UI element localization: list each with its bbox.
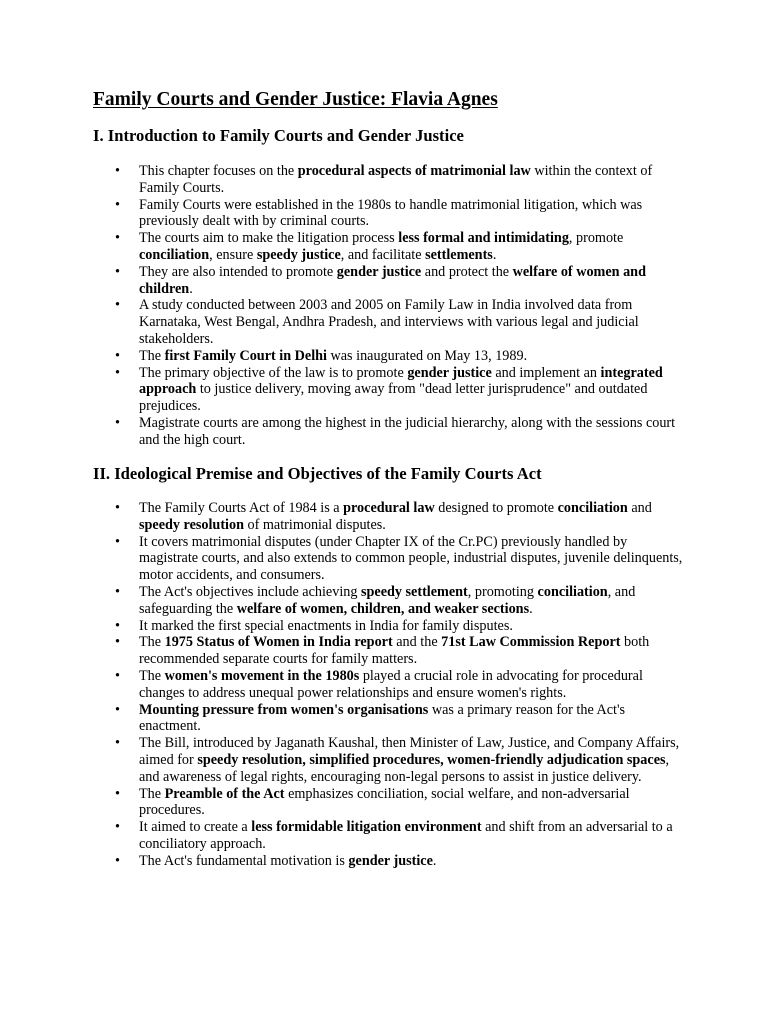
text-run: The courts aim to make the litigation process xyxy=(139,230,399,247)
text-run: , promoting xyxy=(467,583,538,600)
bold-text-run: welfare of women, children, and weaker sections xyxy=(236,600,530,617)
bullet-item xyxy=(115,702,685,736)
text-run: , and awareness of legal rights, encouraging non-legal persons to assist in justice delivery. xyxy=(139,751,670,785)
text-run: The xyxy=(139,785,165,802)
text-run: was a primary reason for the Act's enactment. xyxy=(139,701,626,735)
text-run: , and safeguarding the xyxy=(139,583,636,617)
bold-text-run: conciliation xyxy=(557,500,628,516)
text-run: It covers matrimonial disputes (under Chapter IX of the Cr.PC) previously handled by magistrate courts, and also extends to common people, industrial disputes, juvenile delinquents, motor accidents, and consumers. xyxy=(139,533,683,584)
bullet-item xyxy=(115,634,685,668)
section-2-heading: II. Ideological Premise and Objectives of the Family Courts Act xyxy=(93,464,542,483)
text-run: emphasizes conciliation, social welfare, and non-adversarial procedures. xyxy=(139,785,630,819)
bullet-item xyxy=(115,197,685,231)
text-run: . xyxy=(189,280,193,297)
bold-text-run: speedy justice xyxy=(256,246,341,263)
bullet-item xyxy=(115,735,685,785)
bold-text-run: gender justice xyxy=(336,263,422,280)
text-run: to justice delivery, moving away from "dead letter jurisprudence" and outdated prejudices. xyxy=(139,381,648,415)
text-run: designed to promote xyxy=(434,500,558,516)
bullet-item xyxy=(115,584,685,618)
text-run: , promote xyxy=(568,230,624,247)
bullet-item xyxy=(115,534,685,584)
text-run: and protect the xyxy=(421,263,513,280)
text-run: within the context of Family Courts. xyxy=(139,163,653,196)
text-run: They are also intended to promote xyxy=(139,263,337,280)
bullet-item xyxy=(115,365,685,415)
bold-text-run: settlements xyxy=(425,246,493,263)
bullet-item xyxy=(115,786,685,820)
text-run: Family Courts were established in the 1980s to handle matrimonial litigation, which was previously dealt with by criminal courts. xyxy=(139,196,643,230)
text-run: and the xyxy=(392,634,442,651)
text-run: The Act's objectives include achieving xyxy=(139,583,361,600)
bold-text-run: conciliation xyxy=(139,246,210,263)
text-run: The xyxy=(139,667,165,684)
text-run: . xyxy=(432,852,437,869)
text-run: The xyxy=(139,347,165,364)
bullet-item xyxy=(115,819,685,853)
bold-text-run: speedy settlement xyxy=(361,583,468,600)
text-run: The Bill, introduced by Jaganath Kaushal, then Minister of Law, Justice, and Company Affairs, aimed for xyxy=(139,735,680,768)
bold-text-run: women's movement in the 1980s xyxy=(164,667,360,684)
bold-text-run: Preamble of the Act xyxy=(164,785,285,802)
bold-text-run: gender justice xyxy=(407,364,492,381)
bullet-item xyxy=(115,415,685,449)
bullet-item xyxy=(115,163,685,197)
text-run: Magistrate courts are among the highest in the judicial hierarchy, along with the sessions court and the high court. xyxy=(139,414,676,448)
text-run: , ensure xyxy=(209,246,257,263)
text-run: and xyxy=(627,500,652,516)
bold-text-run: speedy resolution xyxy=(139,516,244,533)
bold-text-run: gender justice xyxy=(348,852,433,869)
bullet-item xyxy=(115,230,685,264)
text-run: The xyxy=(139,634,165,651)
text-run: played a crucial role in advocating for procedural changes to address unequal power relationships and ensure women's rights. xyxy=(139,667,643,701)
bold-text-run: less formidable litigation environment xyxy=(251,819,482,836)
bullet-item xyxy=(115,618,685,635)
bold-text-run: speedy resolution, simplified procedures, women-friendly adjudication spaces xyxy=(197,751,666,768)
bullet-item xyxy=(115,853,685,870)
section-1-bullet-list xyxy=(115,163,685,449)
text-run: This chapter focuses on the xyxy=(139,163,298,179)
text-run: The Family Courts Act of 1984 is a xyxy=(139,500,344,516)
text-run: . xyxy=(529,600,533,617)
text-run: It aimed to create a xyxy=(139,819,252,836)
text-run: The primary objective of the law is to promote xyxy=(139,364,408,381)
section-2-bullet-list xyxy=(115,500,685,870)
document-title: Family Courts and Gender Justice: Flavia Agnes xyxy=(93,89,498,110)
bullet-item xyxy=(115,668,685,702)
text-run: and shift from an adversarial to a conciliatory approach. xyxy=(139,819,673,852)
bold-text-run: Mounting pressure from women's organisations xyxy=(139,701,429,718)
bold-text-run: welfare of women and children xyxy=(139,263,646,297)
bullet-item xyxy=(115,297,685,347)
bold-text-run: integrated approach xyxy=(139,364,663,398)
bullet-item xyxy=(115,348,685,365)
text-run: and implement an xyxy=(491,364,601,381)
text-run: of matrimonial disputes. xyxy=(243,516,386,533)
bold-text-run: less formal and intimidating xyxy=(398,230,569,247)
bold-text-run: conciliation xyxy=(537,583,608,600)
text-run: was inaugurated on May 13, 1989. xyxy=(326,347,528,364)
bold-text-run: 71st Law Commission Report xyxy=(441,634,621,651)
text-run: both recommended separate courts for family matters. xyxy=(139,634,650,668)
text-run: . xyxy=(492,246,497,263)
bold-text-run: first Family Court in Delhi xyxy=(164,347,327,364)
bold-text-run: procedural aspects of matrimonial law xyxy=(297,163,531,179)
text-run: The Act's fundamental motivation is xyxy=(139,852,349,869)
bullet-item xyxy=(115,500,685,534)
section-1-heading: I. Introduction to Family Courts and Gender Justice xyxy=(93,126,464,145)
text-run: , and facilitate xyxy=(340,246,426,263)
bullet-item xyxy=(115,264,685,298)
bold-text-run: procedural law xyxy=(343,500,435,516)
bold-text-run: 1975 Status of Women in India report xyxy=(164,634,393,651)
text-run: A study conducted between 2003 and 2005 on Family Law in India involved data from Karnataka, West Bengal, Andhra Pradesh, and interviews with various legal and judicial stakeholders. xyxy=(139,297,639,347)
text-run: It marked the first special enactments in India for family disputes. xyxy=(139,617,513,634)
